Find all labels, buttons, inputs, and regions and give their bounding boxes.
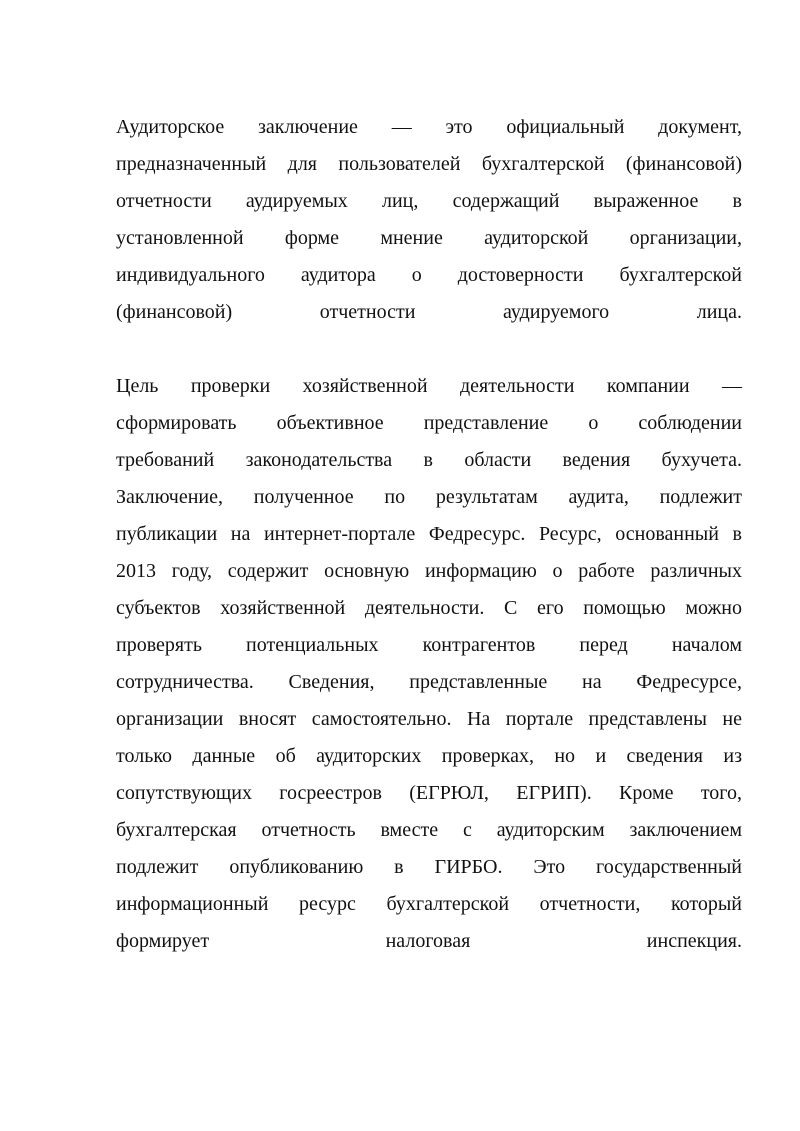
text-line: 2013 году, содержит основную информацию о работе различных	[116, 560, 742, 582]
text-line: проверять потенциальных контрагентов перед началом	[116, 634, 742, 656]
text-line: индивидуального аудитора о достоверности бухгалтерской	[116, 264, 742, 286]
text-line: публикации на интернет-портале Федресурс. Ресурс, основанный в	[116, 523, 742, 545]
text-line: Аудиторское заключение — это официальный документ,	[116, 116, 742, 138]
text-line: Цель проверки хозяйственной деятельности компании —	[116, 375, 742, 397]
paragraph-audit-purpose	[116, 368, 742, 960]
text-line: (финансовой) отчетности аудируемого лица.	[116, 301, 742, 323]
text-line: субъектов хозяйственной деятельности. С его помощью можно	[116, 597, 742, 619]
text-line: Заключение, полученное по результатам аудита, подлежит	[116, 486, 742, 508]
text-line: бухгалтерская отчетность вместе с аудиторским заключением	[116, 819, 742, 841]
text-line: установленной форме мнение аудиторской организации,	[116, 227, 742, 249]
text-line: сформировать объективное представление о соблюдении	[116, 412, 742, 434]
document-body	[116, 109, 742, 960]
text-line: сопутствующих госреестров (ЕГРЮЛ, ЕГРИП). Кроме того,	[116, 782, 742, 804]
text-line: требований законодательства в области ведения бухучета.	[116, 449, 742, 471]
text-line: отчетности аудируемых лиц, содержащий выраженное в	[116, 190, 742, 212]
text-line: организации вносят самостоятельно. На портале представлены не	[116, 708, 742, 730]
paragraph-spacer	[116, 331, 742, 368]
text-line: сотрудничества. Сведения, представленные на Федресурсе,	[116, 671, 742, 693]
text-line: предназначенный для пользователей бухгалтерской (финансовой)	[116, 153, 742, 175]
text-line: формирует налоговая инспекция.	[116, 930, 742, 952]
text-line: подлежит опубликованию в ГИРБО. Это государственный	[116, 856, 742, 878]
paragraph-auditor-conclusion	[116, 109, 742, 331]
text-line: только данные об аудиторских проверках, но и сведения из	[116, 745, 742, 767]
text-line: информационный ресурс бухгалтерской отчетности, который	[116, 893, 742, 915]
